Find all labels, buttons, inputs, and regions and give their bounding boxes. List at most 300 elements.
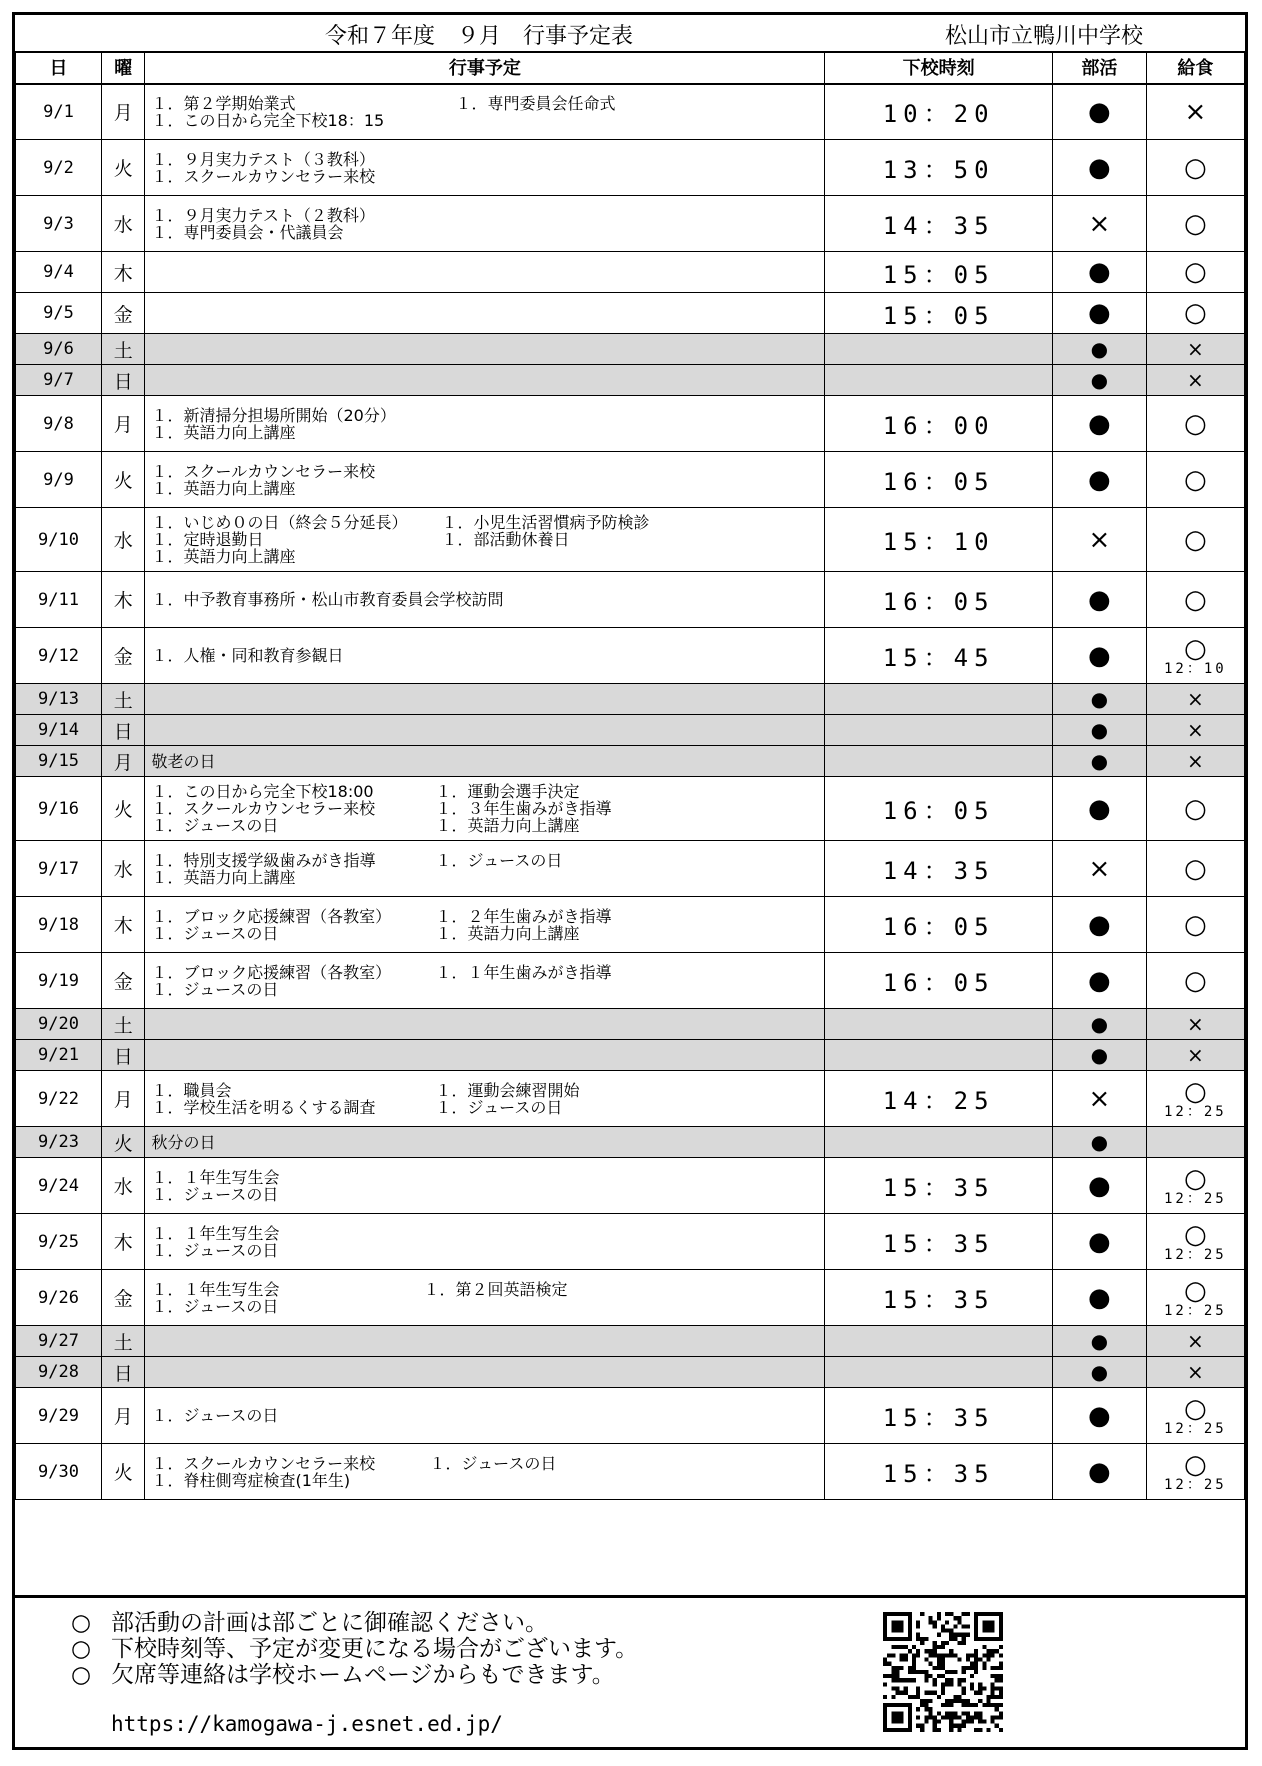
event-line: １．スクールカウンセラー来校 bbox=[151, 799, 376, 818]
table-row bbox=[16, 293, 1245, 334]
events-cell bbox=[145, 1127, 825, 1158]
events-right bbox=[435, 908, 611, 942]
event-line: １．ジュースの日 bbox=[151, 1240, 279, 1260]
table-row bbox=[16, 746, 1245, 777]
events-left bbox=[151, 463, 818, 497]
weekday-cell: 土 bbox=[101, 334, 145, 365]
weekday-cell: 日 bbox=[101, 1357, 145, 1388]
event-line: １．脊柱側弯症検査(1年生) bbox=[151, 1470, 351, 1490]
dismissal-time-cell: 15：05 bbox=[825, 293, 1053, 334]
note-bullet: ○ bbox=[71, 1610, 92, 1636]
lunch-status-cell bbox=[1146, 84, 1244, 140]
dismissal-time-cell: 16：05 bbox=[825, 953, 1053, 1009]
events-cell bbox=[145, 293, 825, 334]
event-line: １．中予教育事務所・松山市教育委員会学校訪問 bbox=[151, 590, 504, 609]
date-cell: 9/29 bbox=[16, 1388, 102, 1444]
weekday-cell: 金 bbox=[101, 293, 145, 334]
club-status-cell: ● bbox=[1052, 396, 1146, 452]
table-row bbox=[16, 396, 1245, 452]
event-line: １．ジュースの日 bbox=[151, 1406, 279, 1425]
event-line: １．１年生写生会 bbox=[151, 1279, 280, 1299]
lunch-mark: × bbox=[1186, 1329, 1204, 1353]
header-day: 日 bbox=[16, 52, 102, 84]
date-cell: 9/21 bbox=[16, 1040, 102, 1071]
events-cell bbox=[145, 1357, 825, 1388]
note-text: 下校時刻等、予定が変更になる場合がございます。 bbox=[111, 1636, 639, 1662]
club-status-cell: ● bbox=[1052, 953, 1146, 1009]
club-status-cell: ● bbox=[1052, 715, 1146, 746]
events-cell bbox=[145, 777, 825, 841]
lunch-mark: × bbox=[1186, 687, 1204, 711]
header-weekday: 曜 bbox=[101, 52, 145, 84]
lunch-mark: × bbox=[1186, 1360, 1204, 1384]
event-line: １．第２学期始業式 bbox=[151, 93, 296, 113]
date-cell: 9/5 bbox=[16, 293, 102, 334]
table-row bbox=[16, 252, 1245, 293]
date-cell: 9/27 bbox=[16, 1326, 102, 1357]
date-cell: 9/14 bbox=[16, 715, 102, 746]
club-status-cell: ● bbox=[1052, 334, 1146, 365]
table-row bbox=[16, 84, 1245, 140]
table-row bbox=[16, 572, 1245, 628]
lunch-mark: × bbox=[1186, 1043, 1204, 1067]
events-right bbox=[429, 1455, 556, 1472]
lunch-status-cell bbox=[1146, 1040, 1244, 1071]
lunch-mark: ○ bbox=[1184, 584, 1207, 615]
lunch-mark: ○ bbox=[1184, 793, 1207, 824]
club-status-cell: ● bbox=[1052, 293, 1146, 334]
lunch-mark: ○ bbox=[1184, 909, 1207, 940]
events-cell bbox=[145, 841, 825, 897]
date-cell: 9/24 bbox=[16, 1158, 102, 1214]
dismissal-time-cell bbox=[825, 1357, 1053, 1388]
lunch-mark: ○ bbox=[1184, 464, 1207, 495]
date-cell: 9/4 bbox=[16, 252, 102, 293]
lunch-mark: ○ bbox=[1184, 633, 1207, 664]
note-bullet: ○ bbox=[71, 1636, 92, 1662]
events-right bbox=[441, 514, 649, 548]
events-cell bbox=[145, 1270, 825, 1326]
event-line: １．ジュースの日 bbox=[151, 979, 279, 999]
event-line: １．この日から完全下校18:00 bbox=[151, 782, 374, 801]
dismissal-time-cell: 14：25 bbox=[825, 1071, 1053, 1127]
date-cell: 9/12 bbox=[16, 628, 102, 684]
event-line: 秋分の日 bbox=[151, 1132, 216, 1152]
lunch-status-cell bbox=[1146, 1326, 1244, 1357]
weekday-cell: 日 bbox=[101, 715, 145, 746]
event-line: １．人権・同和教育参観日 bbox=[151, 646, 344, 665]
event-line: １．ブロック応援練習（各教室） bbox=[151, 906, 392, 926]
weekday-cell: 月 bbox=[101, 746, 145, 777]
note-item bbox=[71, 1636, 638, 1662]
date-cell: 9/18 bbox=[16, 897, 102, 953]
lunch-mark: ○ bbox=[1184, 1393, 1207, 1424]
club-status-cell: ● bbox=[1052, 1009, 1146, 1040]
table-row bbox=[16, 1158, 1245, 1214]
date-cell: 9/30 bbox=[16, 1444, 102, 1500]
lunch-status-cell bbox=[1146, 746, 1244, 777]
lunch-mark: × bbox=[1186, 749, 1204, 773]
table-row bbox=[16, 841, 1245, 897]
events-cell bbox=[145, 1326, 825, 1357]
event-line: １．１年生歯みがき指導 bbox=[435, 962, 612, 982]
lunch-status-cell bbox=[1146, 293, 1244, 334]
events-left bbox=[151, 647, 818, 664]
dismissal-time-cell: 16：05 bbox=[825, 572, 1053, 628]
date-cell: 9/13 bbox=[16, 684, 102, 715]
lunch-status-cell bbox=[1146, 572, 1244, 628]
school-name: 松山市立鴨川中学校 bbox=[945, 24, 1144, 49]
club-status-cell: × bbox=[1052, 508, 1146, 572]
events-cell bbox=[145, 334, 825, 365]
club-status-cell: ● bbox=[1052, 684, 1146, 715]
weekday-cell: 土 bbox=[101, 684, 145, 715]
weekday-cell: 月 bbox=[101, 84, 145, 140]
events-cell bbox=[145, 1444, 825, 1500]
lunch-status-cell bbox=[1146, 777, 1244, 841]
event-line: １．スクールカウンセラー来校 bbox=[151, 461, 376, 481]
club-status-cell: ● bbox=[1052, 1270, 1146, 1326]
lunch-status-cell bbox=[1146, 897, 1244, 953]
event-line: １．英語力向上講座 bbox=[151, 547, 296, 566]
lunch-status-cell bbox=[1146, 1158, 1244, 1214]
event-line: １．９月実力テスト（３教科） bbox=[151, 149, 375, 169]
qr-code-icon bbox=[883, 1608, 1003, 1736]
events-cell bbox=[145, 1388, 825, 1444]
event-line: １．英語力向上講座 bbox=[151, 867, 296, 887]
dismissal-time-cell bbox=[825, 1040, 1053, 1071]
weekday-cell: 火 bbox=[101, 1127, 145, 1158]
events-left bbox=[151, 1225, 818, 1259]
table-row bbox=[16, 1009, 1245, 1040]
lunch-status-cell bbox=[1146, 1444, 1244, 1500]
events-right bbox=[435, 964, 611, 981]
table-row bbox=[16, 715, 1245, 746]
lunch-status-cell bbox=[1146, 196, 1244, 252]
table-header-row bbox=[16, 52, 1245, 84]
weekday-cell: 金 bbox=[101, 953, 145, 1009]
table-row bbox=[16, 684, 1245, 715]
table-row bbox=[16, 953, 1245, 1009]
event-line: １．新清掃分担場所開始（20分） bbox=[151, 405, 396, 425]
club-status-cell: ● bbox=[1052, 1158, 1146, 1214]
header-dismissal: 下校時刻 bbox=[825, 52, 1053, 84]
events-right bbox=[435, 852, 562, 869]
date-cell: 9/9 bbox=[16, 452, 102, 508]
lunch-mark: ○ bbox=[1184, 152, 1207, 183]
events-left bbox=[151, 207, 818, 241]
events-cell bbox=[145, 715, 825, 746]
dismissal-time-cell bbox=[825, 365, 1053, 396]
schedule-frame bbox=[12, 12, 1248, 1750]
lunch-mark: ○ bbox=[1184, 408, 1207, 439]
event-line: １．いじめ０の日（終会５分延長） bbox=[151, 513, 408, 532]
events-right bbox=[455, 95, 615, 112]
club-status-cell: ● bbox=[1052, 140, 1146, 196]
club-status-cell: ● bbox=[1052, 897, 1146, 953]
lunch-status-cell bbox=[1146, 452, 1244, 508]
table-row bbox=[16, 1270, 1245, 1326]
date-cell: 9/6 bbox=[16, 334, 102, 365]
date-cell: 9/15 bbox=[16, 746, 102, 777]
event-line: １．英語力向上講座 bbox=[151, 478, 296, 498]
event-line: １．スクールカウンセラー来校 bbox=[151, 1453, 376, 1473]
weekday-cell: 水 bbox=[101, 1158, 145, 1214]
events-cell bbox=[145, 1040, 825, 1071]
lunch-status-cell bbox=[1146, 508, 1244, 572]
lunch-status-cell bbox=[1146, 396, 1244, 452]
lunch-mark: × bbox=[1186, 1012, 1204, 1036]
club-status-cell: ● bbox=[1052, 1214, 1146, 1270]
weekday-cell: 月 bbox=[101, 396, 145, 452]
weekday-cell: 土 bbox=[101, 1326, 145, 1357]
lunch-status-cell bbox=[1146, 1214, 1244, 1270]
club-status-cell: ● bbox=[1052, 777, 1146, 841]
table-row bbox=[16, 628, 1245, 684]
table-row bbox=[16, 1326, 1245, 1357]
lunch-time: 12：25 bbox=[1164, 1420, 1227, 1437]
lunch-mark: ○ bbox=[1184, 208, 1207, 239]
lunch-time: 12：25 bbox=[1164, 1476, 1227, 1493]
lunch-mark: ○ bbox=[1184, 965, 1207, 996]
events-left bbox=[151, 1169, 818, 1203]
lunch-status-cell bbox=[1146, 1270, 1244, 1326]
note-item bbox=[71, 1662, 615, 1688]
lunch-time: 12：10 bbox=[1164, 660, 1227, 677]
weekday-cell: 木 bbox=[101, 572, 145, 628]
weekday-cell: 月 bbox=[101, 1388, 145, 1444]
events-cell bbox=[145, 508, 825, 572]
lunch-mark: ○ bbox=[1184, 298, 1207, 328]
lunch-mark: ○ bbox=[1184, 853, 1207, 884]
lunch-time: 12：25 bbox=[1164, 1190, 1227, 1207]
event-line: １．ジュースの日 bbox=[435, 850, 563, 870]
weekday-cell: 火 bbox=[101, 452, 145, 508]
event-line: １．ブロック応援練習（各教室） bbox=[151, 962, 392, 982]
table-row bbox=[16, 196, 1245, 252]
weekday-cell: 土 bbox=[101, 1009, 145, 1040]
weekday-cell: 日 bbox=[101, 1040, 145, 1071]
dismissal-time-cell: 16：05 bbox=[825, 777, 1053, 841]
page-title: 令和７年度 ９月 行事予定表 bbox=[325, 24, 634, 49]
event-line: １．ジュースの日 bbox=[151, 1296, 279, 1316]
lunch-status-cell bbox=[1146, 841, 1244, 897]
dismissal-time-cell: 13：50 bbox=[825, 140, 1053, 196]
club-status-cell: × bbox=[1052, 1071, 1146, 1127]
events-left bbox=[151, 151, 818, 185]
date-cell: 9/3 bbox=[16, 196, 102, 252]
events-cell bbox=[145, 140, 825, 196]
weekday-cell: 日 bbox=[101, 365, 145, 396]
table-row bbox=[16, 1127, 1245, 1158]
lunch-time: 12：25 bbox=[1164, 1246, 1227, 1263]
dismissal-time-cell: 15：35 bbox=[825, 1214, 1053, 1270]
events-cell bbox=[145, 1214, 825, 1270]
club-status-cell: ● bbox=[1052, 1127, 1146, 1158]
event-line: １．英語力向上講座 bbox=[435, 923, 580, 943]
dismissal-time-cell bbox=[825, 1326, 1053, 1357]
date-cell: 9/28 bbox=[16, 1357, 102, 1388]
events-left bbox=[151, 407, 818, 441]
date-cell: 9/8 bbox=[16, 396, 102, 452]
club-status-cell: ● bbox=[1052, 365, 1146, 396]
date-cell: 9/2 bbox=[16, 140, 102, 196]
note-text: 部活動の計画は部ごとに御確認ください。 bbox=[111, 1610, 548, 1636]
event-line: １．ジュースの日 bbox=[151, 816, 279, 835]
lunch-status-cell bbox=[1146, 1009, 1244, 1040]
event-line: １．ジュースの日 bbox=[429, 1453, 557, 1473]
events-left bbox=[151, 1407, 818, 1424]
date-cell: 9/7 bbox=[16, 365, 102, 396]
dismissal-time-cell bbox=[825, 334, 1053, 365]
club-status-cell: × bbox=[1052, 196, 1146, 252]
event-line: １．１年生写生会 bbox=[151, 1223, 280, 1243]
table-row bbox=[16, 140, 1245, 196]
event-line: １．２年生歯みがき指導 bbox=[435, 906, 612, 926]
lunch-status-cell bbox=[1146, 1071, 1244, 1127]
events-cell bbox=[145, 897, 825, 953]
date-cell: 9/23 bbox=[16, 1127, 102, 1158]
event-line: １．この日から完全下校18：15 bbox=[151, 110, 385, 130]
club-status-cell: ● bbox=[1052, 1388, 1146, 1444]
event-line: １．専門委員会・代議員会 bbox=[151, 222, 344, 242]
lunch-status-cell bbox=[1146, 715, 1244, 746]
event-line: １．ジュースの日 bbox=[151, 923, 279, 943]
dismissal-time-cell bbox=[825, 1127, 1053, 1158]
weekday-cell: 火 bbox=[101, 140, 145, 196]
title-bar bbox=[15, 15, 1245, 53]
events-cell bbox=[145, 365, 825, 396]
lunch-status-cell bbox=[1146, 334, 1244, 365]
event-line: １．運動会練習開始 bbox=[435, 1080, 580, 1100]
events-cell bbox=[145, 746, 825, 777]
weekday-cell: 水 bbox=[101, 508, 145, 572]
club-status-cell: × bbox=[1052, 841, 1146, 897]
date-cell: 9/11 bbox=[16, 572, 102, 628]
club-status-cell: ● bbox=[1052, 628, 1146, 684]
events-cell bbox=[145, 84, 825, 140]
date-cell: 9/20 bbox=[16, 1009, 102, 1040]
lunch-status-cell bbox=[1146, 953, 1244, 1009]
dismissal-time-cell: 16：00 bbox=[825, 396, 1053, 452]
lunch-mark: ○ bbox=[1184, 524, 1207, 555]
table-row bbox=[16, 897, 1245, 953]
dismissal-time-cell bbox=[825, 1009, 1053, 1040]
weekday-cell: 金 bbox=[101, 628, 145, 684]
table-row bbox=[16, 1388, 1245, 1444]
events-right bbox=[435, 1082, 579, 1116]
dismissal-time-cell: 15：35 bbox=[825, 1444, 1053, 1500]
events-cell bbox=[145, 1158, 825, 1214]
club-status-cell: ● bbox=[1052, 84, 1146, 140]
note-text: 欠席等連絡は学校ホームページからもできます。 bbox=[111, 1662, 615, 1688]
date-cell: 9/16 bbox=[16, 777, 102, 841]
events-left bbox=[151, 1134, 818, 1151]
table-row bbox=[16, 1357, 1245, 1388]
event-line: １．専門委員会任命式 bbox=[455, 93, 616, 113]
events-left bbox=[151, 591, 818, 608]
table-row bbox=[16, 1071, 1245, 1127]
lunch-mark: × bbox=[1184, 96, 1207, 127]
club-status-cell: ● bbox=[1052, 1040, 1146, 1071]
lunch-mark: × bbox=[1186, 337, 1204, 361]
dismissal-time-cell: 10：20 bbox=[825, 84, 1053, 140]
club-status-cell: ● bbox=[1052, 572, 1146, 628]
events-right bbox=[423, 1281, 567, 1298]
event-line: １．ジュースの日 bbox=[435, 1097, 563, 1117]
lunch-time: 12：25 bbox=[1164, 1103, 1227, 1120]
school-url[interactable]: https://kamogawa-j.esnet.ed.jp/ bbox=[111, 1712, 503, 1736]
weekday-cell: 月 bbox=[101, 1071, 145, 1127]
date-cell: 9/19 bbox=[16, 953, 102, 1009]
table-row bbox=[16, 777, 1245, 841]
header-lunch: 給食 bbox=[1146, 52, 1244, 84]
lunch-mark: ○ bbox=[1184, 1076, 1207, 1107]
date-cell: 9/17 bbox=[16, 841, 102, 897]
event-line: １．スクールカウンセラー来校 bbox=[151, 166, 376, 186]
lunch-mark: ○ bbox=[1184, 1219, 1207, 1250]
lunch-status-cell bbox=[1146, 140, 1244, 196]
dismissal-time-cell: 15：10 bbox=[825, 508, 1053, 572]
schedule-body bbox=[16, 84, 1245, 1500]
event-line: １．小児生活習慣病予防検診 bbox=[441, 513, 650, 532]
event-line: １．９月実力テスト（２教科） bbox=[151, 205, 375, 225]
weekday-cell: 木 bbox=[101, 252, 145, 293]
weekday-cell: 金 bbox=[101, 1270, 145, 1326]
events-cell bbox=[145, 1071, 825, 1127]
header-events: 行事予定 bbox=[145, 52, 825, 84]
events-cell bbox=[145, 953, 825, 1009]
weekday-cell: 木 bbox=[101, 1214, 145, 1270]
event-line: １．学校生活を明るくする調査 bbox=[151, 1097, 376, 1117]
table-row bbox=[16, 1040, 1245, 1071]
table-row bbox=[16, 1444, 1245, 1500]
dismissal-time-cell: 16：05 bbox=[825, 897, 1053, 953]
lunch-mark: × bbox=[1186, 368, 1204, 392]
club-status-cell: ● bbox=[1052, 1357, 1146, 1388]
event-line: １．１年生写生会 bbox=[151, 1167, 280, 1187]
lunch-status-cell bbox=[1146, 1388, 1244, 1444]
dismissal-time-cell: 14：35 bbox=[825, 196, 1053, 252]
dismissal-time-cell: 15：35 bbox=[825, 1158, 1053, 1214]
lunch-status-cell bbox=[1146, 684, 1244, 715]
lunch-mark: ○ bbox=[1184, 257, 1207, 287]
dismissal-time-cell bbox=[825, 684, 1053, 715]
events-cell bbox=[145, 628, 825, 684]
events-left bbox=[151, 753, 818, 770]
table-row bbox=[16, 1214, 1245, 1270]
note-item bbox=[71, 1610, 548, 1636]
event-line: １．３年生歯みがき指導 bbox=[435, 799, 612, 818]
event-line: １．職員会 bbox=[151, 1080, 232, 1100]
lunch-mark: ○ bbox=[1184, 1449, 1207, 1480]
date-cell: 9/10 bbox=[16, 508, 102, 572]
dismissal-time-cell bbox=[825, 746, 1053, 777]
dismissal-time-cell: 15：35 bbox=[825, 1388, 1053, 1444]
lunch-mark: ○ bbox=[1184, 1275, 1207, 1306]
event-line: １．ジュースの日 bbox=[151, 1184, 279, 1204]
event-line: １．部活動休養日 bbox=[441, 530, 570, 549]
lunch-status-cell bbox=[1146, 1127, 1244, 1158]
weekday-cell: 火 bbox=[101, 1444, 145, 1500]
dismissal-time-cell: 14：35 bbox=[825, 841, 1053, 897]
lunch-mark: ○ bbox=[1184, 1163, 1207, 1194]
dismissal-time-cell: 15：35 bbox=[825, 1270, 1053, 1326]
events-cell bbox=[145, 572, 825, 628]
event-line: 敬老の日 bbox=[151, 751, 216, 771]
lunch-time: 12：25 bbox=[1164, 1302, 1227, 1319]
weekday-cell: 火 bbox=[101, 777, 145, 841]
